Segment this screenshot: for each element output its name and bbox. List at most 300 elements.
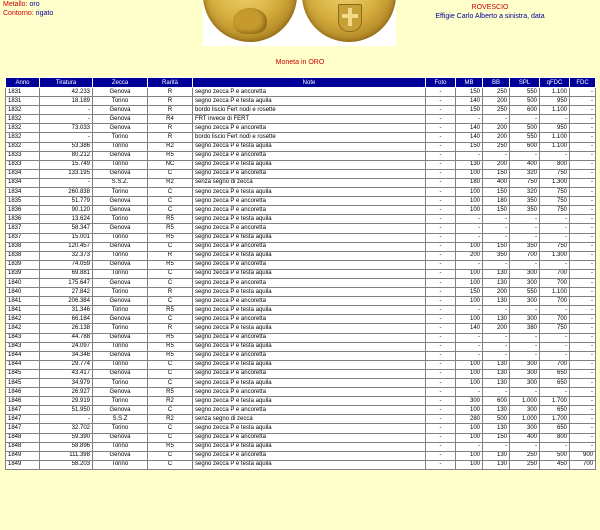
table-cell: 1844 (6, 360, 40, 369)
table-cell: 550 (510, 88, 540, 97)
table-cell: - (570, 197, 596, 206)
table-row (6, 124, 596, 133)
table-cell: - (570, 233, 596, 242)
table-cell: 111.398 (40, 451, 93, 460)
table-cell: - (570, 351, 596, 360)
table-cell: Torino (93, 379, 148, 388)
table-cell: segno zecca P e testa aquila (193, 424, 426, 433)
table-cell: C (148, 406, 193, 415)
table-cell: 32.373 (40, 251, 93, 260)
table-cell: - (426, 88, 456, 97)
table-cell: Torino (93, 215, 148, 224)
table-cell: 80.212 (40, 151, 93, 160)
table-cell: - (570, 188, 596, 197)
table-cell: segno zecca P e testa aquila (193, 269, 426, 278)
table-body (6, 88, 596, 470)
table-cell: - (426, 97, 456, 106)
metallo-line (3, 0, 53, 9)
table-row (6, 151, 596, 160)
table-cell: segno zecca P e testa aquila (193, 397, 426, 406)
table-cell: - (426, 106, 456, 115)
table-cell: Torino (93, 324, 148, 333)
table-cell: 130 (456, 160, 483, 169)
table-cell: - (426, 151, 456, 160)
table-cell: - (540, 115, 570, 124)
table-cell: 59.390 (40, 433, 93, 442)
table-cell: R5 (148, 333, 193, 342)
table-cell: 140 (456, 97, 483, 106)
table-cell: segno zecca P e testa aquila (193, 288, 426, 297)
table-cell: R (148, 97, 193, 106)
table-cell: segno zecca P e ancoretta (193, 124, 426, 133)
table-cell: 150 (483, 206, 510, 215)
table-cell: Torino (93, 442, 148, 451)
table-cell: 53.386 (40, 142, 93, 151)
table-cell: 206.384 (40, 297, 93, 306)
table-cell: 350 (510, 197, 540, 206)
table-cell: C (148, 315, 193, 324)
table-cell: C (148, 460, 193, 469)
table-cell: 1843 (6, 333, 40, 342)
table-cell: 300 (456, 397, 483, 406)
table-cell: Genova (93, 351, 148, 360)
column-header: MB (456, 78, 483, 88)
table-cell: 350 (510, 242, 540, 251)
table-cell: 130 (483, 315, 510, 324)
table-cell: 180 (456, 178, 483, 187)
table-cell: 260.838 (40, 188, 93, 197)
table-cell: 300 (510, 269, 540, 278)
table-cell: - (426, 369, 456, 378)
table-cell: Torino (93, 97, 148, 106)
table-cell: 1833 (6, 160, 40, 169)
table-cell: Genova (93, 388, 148, 397)
table-row (6, 415, 596, 424)
table-cell: 100 (456, 433, 483, 442)
table-cell: 44.788 (40, 333, 93, 342)
table-cell: - (570, 224, 596, 233)
table-cell: - (570, 388, 596, 397)
table-cell: Genova (93, 406, 148, 415)
table-cell: 43.417 (40, 369, 93, 378)
table-cell: - (570, 124, 596, 133)
table-cell: - (540, 333, 570, 342)
table-cell: Torino (93, 342, 148, 351)
table-cell: - (426, 169, 456, 178)
table-cell: - (510, 342, 540, 351)
table-cell: R5 (148, 224, 193, 233)
table-cell: 1842 (6, 324, 40, 333)
table-row (6, 433, 596, 442)
table-cell: 1832 (6, 115, 40, 124)
table-cell: - (570, 369, 596, 378)
table-cell: - (426, 242, 456, 251)
table-cell: Genova (93, 433, 148, 442)
table-cell: segno zecca P e testa aquila (193, 342, 426, 351)
table-cell: 13.624 (40, 215, 93, 224)
table-cell: - (426, 178, 456, 187)
table-cell: 950 (540, 97, 570, 106)
table-cell: 100 (456, 451, 483, 460)
table-cell: 100 (456, 188, 483, 197)
table-cell: senza segno di zecca (193, 178, 426, 187)
table-cell: R5 (148, 342, 193, 351)
table-row (6, 388, 596, 397)
table-cell: 1838 (6, 251, 40, 260)
table-cell: 74.059 (40, 260, 93, 269)
table-cell: - (40, 415, 93, 424)
table-cell: 650 (540, 369, 570, 378)
table-cell: - (483, 260, 510, 269)
table-cell: - (570, 178, 596, 187)
table-cell: - (426, 306, 456, 315)
table-cell: 51.950 (40, 406, 93, 415)
table-cell: - (456, 260, 483, 269)
table-row (6, 269, 596, 278)
table-cell: - (540, 233, 570, 242)
table-cell: segno zecca P e ancoretta (193, 297, 426, 306)
table-header-row (6, 78, 596, 88)
contorno-label: Contorno: (3, 10, 34, 17)
table-cell: 1836 (6, 206, 40, 215)
table-cell: 550 (510, 288, 540, 297)
table-cell: 1.700 (540, 397, 570, 406)
table-cell: 1.100 (540, 288, 570, 297)
rovescio-title: ROVESCIO (471, 4, 509, 11)
table-cell: segno zecca P e ancoretta (193, 88, 426, 97)
table-cell: 1.100 (540, 88, 570, 97)
table-cell: 600 (510, 106, 540, 115)
table-row (6, 406, 596, 415)
table-cell: C (148, 269, 193, 278)
table-cell: segno zecca P e ancoretta (193, 151, 426, 160)
table-cell: 100 (456, 369, 483, 378)
table-cell: segno zecca P e testa aquila (193, 360, 426, 369)
table-cell: - (426, 206, 456, 215)
table-cell: Genova (93, 124, 148, 133)
table-cell: - (456, 442, 483, 451)
table-row (6, 288, 596, 297)
table-cell: - (426, 278, 456, 287)
table-cell: 200 (483, 324, 510, 333)
coin-info-left (3, 0, 53, 18)
table-cell: 600 (510, 142, 540, 151)
table-cell: segno zecca P e ancoretta (193, 206, 426, 215)
table-row (6, 333, 596, 342)
table-cell: - (40, 106, 93, 115)
table-cell: C (148, 297, 193, 306)
table-cell: - (426, 333, 456, 342)
table-cell: 700 (510, 251, 540, 260)
table-cell: - (426, 415, 456, 424)
table-cell: 1845 (6, 379, 40, 388)
table-cell: - (570, 115, 596, 124)
table-cell: 1834 (6, 169, 40, 178)
table-cell: 69.881 (40, 269, 93, 278)
table-cell: segno zecca P e ancoretta (193, 333, 426, 342)
table-cell: - (426, 397, 456, 406)
table-cell: - (540, 351, 570, 360)
table-cell: 300 (510, 424, 540, 433)
table-cell: 1832 (6, 133, 40, 142)
coin-table (5, 77, 596, 470)
table-cell: 700 (540, 315, 570, 324)
table-cell: 120.457 (40, 242, 93, 251)
table-cell: - (570, 306, 596, 315)
table-cell: - (426, 142, 456, 151)
table-cell: - (483, 224, 510, 233)
table-cell: - (426, 406, 456, 415)
table-cell: - (570, 433, 596, 442)
table-cell: Genova (93, 297, 148, 306)
table-row (6, 197, 596, 206)
table-cell: R2 (148, 415, 193, 424)
table-cell: R (148, 124, 193, 133)
table-cell: - (540, 442, 570, 451)
table-cell: 31.346 (40, 306, 93, 315)
table-cell: - (510, 115, 540, 124)
column-header: Note (193, 78, 426, 88)
table-cell: Torino (93, 233, 148, 242)
table-cell: - (426, 124, 456, 133)
table-cell: 280 (456, 415, 483, 424)
table-cell: segno zecca P e ancoretta (193, 278, 426, 287)
table-cell: - (540, 260, 570, 269)
table-cell: C (148, 451, 193, 460)
table-cell: segno zecca P e testa aquila (193, 160, 426, 169)
table-cell: Torino (93, 460, 148, 469)
table-cell: segno zecca P e ancoretta (193, 315, 426, 324)
table-cell: 1.300 (540, 178, 570, 187)
table-row (6, 351, 596, 360)
table-cell: - (510, 224, 540, 233)
table-cell: - (426, 342, 456, 351)
coin-info-right (390, 3, 590, 21)
table-cell: 200 (456, 251, 483, 260)
table-cell: - (426, 451, 456, 460)
table-cell: R2 (148, 178, 193, 187)
table-cell: S.S.Z (93, 415, 148, 424)
table-cell: Torino (93, 397, 148, 406)
table-cell: R5 (148, 151, 193, 160)
table-cell: 1.100 (540, 106, 570, 115)
table-cell: segno zecca P e testa aquila (193, 379, 426, 388)
table-cell: 500 (510, 97, 540, 106)
table-cell: - (426, 288, 456, 297)
table-cell: - (483, 342, 510, 351)
table-cell: - (426, 224, 456, 233)
table-cell: 250 (483, 106, 510, 115)
table-cell: - (570, 324, 596, 333)
table-cell: 1844 (6, 351, 40, 360)
table-cell: - (570, 97, 596, 106)
table-cell: 950 (540, 124, 570, 133)
table-cell: Torino (93, 251, 148, 260)
table-cell: - (483, 333, 510, 342)
table-cell: - (426, 324, 456, 333)
table-cell: 51.779 (40, 197, 93, 206)
table-cell: 1846 (6, 397, 40, 406)
table-cell: - (570, 151, 596, 160)
table-cell: 133.195 (40, 169, 93, 178)
table-cell: - (426, 160, 456, 169)
table-cell: 1832 (6, 124, 40, 133)
table-cell: - (510, 388, 540, 397)
table-cell: Genova (93, 260, 148, 269)
table-cell: - (456, 351, 483, 360)
table-cell: - (570, 379, 596, 388)
table-cell: 1832 (6, 142, 40, 151)
table-cell: 34.979 (40, 379, 93, 388)
rovescio-description: Effigie Carlo Alberto a sinistra, data (435, 13, 545, 20)
table-row (6, 97, 596, 106)
table-cell: 400 (510, 433, 540, 442)
table-cell: - (456, 115, 483, 124)
table-cell: C (148, 188, 193, 197)
table-cell: C (148, 278, 193, 287)
table-cell: 150 (456, 106, 483, 115)
table-cell: Genova (93, 88, 148, 97)
table-row (6, 115, 596, 124)
table-cell: 175.647 (40, 278, 93, 287)
table-cell: 1.300 (540, 251, 570, 260)
column-header: qFDC (540, 78, 570, 88)
table-cell: R5 (148, 306, 193, 315)
table-cell: 1837 (6, 233, 40, 242)
table-cell: 140 (456, 133, 483, 142)
coin-caption: Moneta in ORO (275, 59, 325, 66)
table-cell: - (426, 388, 456, 397)
table-cell: 130 (483, 278, 510, 287)
table-cell: 700 (540, 269, 570, 278)
table-cell: - (456, 224, 483, 233)
table-cell: - (483, 442, 510, 451)
table-cell: segno zecca P e ancoretta (193, 369, 426, 378)
table-cell: - (510, 233, 540, 242)
table-cell: 1847 (6, 406, 40, 415)
table-cell: 90.120 (40, 206, 93, 215)
table-cell: 450 (540, 460, 570, 469)
table-cell: 750 (540, 169, 570, 178)
table-cell: Genova (93, 315, 148, 324)
table-cell: 650 (540, 424, 570, 433)
table-cell: - (426, 297, 456, 306)
table-cell: 300 (510, 369, 540, 378)
table-cell: 130 (483, 360, 510, 369)
table-row (6, 278, 596, 287)
table-cell: - (570, 315, 596, 324)
table-cell: 200 (483, 124, 510, 133)
coin-reverse-image (302, 0, 396, 42)
table-cell: - (426, 133, 456, 142)
table-cell: - (426, 269, 456, 278)
table-row (6, 133, 596, 142)
table-cell: 400 (483, 178, 510, 187)
table-cell: segno zecca P e ancoretta (193, 433, 426, 442)
table-cell: segno zecca P e ancoretta (193, 197, 426, 206)
table-row (6, 188, 596, 197)
table-cell: 180 (483, 197, 510, 206)
table-cell: R (148, 88, 193, 97)
table-cell: 15.749 (40, 160, 93, 169)
table-cell: 140 (456, 124, 483, 133)
table-cell: R5 (148, 442, 193, 451)
table-cell: 1840 (6, 288, 40, 297)
table-cell: 350 (483, 251, 510, 260)
table-cell: - (456, 233, 483, 242)
table-cell: 700 (540, 278, 570, 287)
table-row (6, 451, 596, 460)
table-row (6, 379, 596, 388)
table-cell: 1831 (6, 88, 40, 97)
table-cell: - (483, 151, 510, 160)
table-cell: 650 (540, 379, 570, 388)
table-cell: - (426, 115, 456, 124)
table-cell: 300 (510, 278, 540, 287)
table-row (6, 233, 596, 242)
table-cell: - (570, 215, 596, 224)
table-cell: 1839 (6, 269, 40, 278)
table-row (6, 442, 596, 451)
table-row (6, 215, 596, 224)
table-cell: 1834 (6, 178, 40, 187)
table-cell: 1846 (6, 388, 40, 397)
table-cell: 700 (540, 360, 570, 369)
table-cell: C (148, 369, 193, 378)
table-cell: segno zecca P e testa aquila (193, 188, 426, 197)
table-cell: 29.774 (40, 360, 93, 369)
table-row (6, 142, 596, 151)
table-cell: - (426, 315, 456, 324)
table-cell: segno zecca P e ancoretta (193, 260, 426, 269)
table-cell: - (483, 351, 510, 360)
table-cell: - (483, 233, 510, 242)
column-header: BB (483, 78, 510, 88)
table-cell: - (510, 306, 540, 315)
table-cell: - (456, 388, 483, 397)
table-cell: 100 (456, 278, 483, 287)
table-row (6, 369, 596, 378)
table-cell: 130 (483, 297, 510, 306)
table-cell: 1831 (6, 97, 40, 106)
table-cell: - (570, 406, 596, 415)
table-cell: - (570, 106, 596, 115)
table-cell: - (570, 142, 596, 151)
table-cell: Genova (93, 106, 148, 115)
table-cell: 750 (540, 324, 570, 333)
table-cell: 1848 (6, 442, 40, 451)
table-cell: 130 (483, 451, 510, 460)
table-cell: - (570, 442, 596, 451)
table-cell: 1.100 (540, 142, 570, 151)
table-row (6, 242, 596, 251)
table-cell: 58.203 (40, 460, 93, 469)
table-cell: - (40, 178, 93, 187)
table-cell: - (426, 251, 456, 260)
table-cell: 1840 (6, 278, 40, 287)
table-cell: - (570, 342, 596, 351)
table-cell: 380 (510, 324, 540, 333)
table-cell: - (426, 215, 456, 224)
table-cell: 1.000 (510, 397, 540, 406)
table-cell: R (148, 251, 193, 260)
table-cell: - (426, 233, 456, 242)
table-cell: 1837 (6, 224, 40, 233)
table-cell: segno zecca P e ancoretta (193, 351, 426, 360)
table-cell: 18.189 (40, 97, 93, 106)
table-cell: 750 (540, 197, 570, 206)
table-cell: - (456, 306, 483, 315)
